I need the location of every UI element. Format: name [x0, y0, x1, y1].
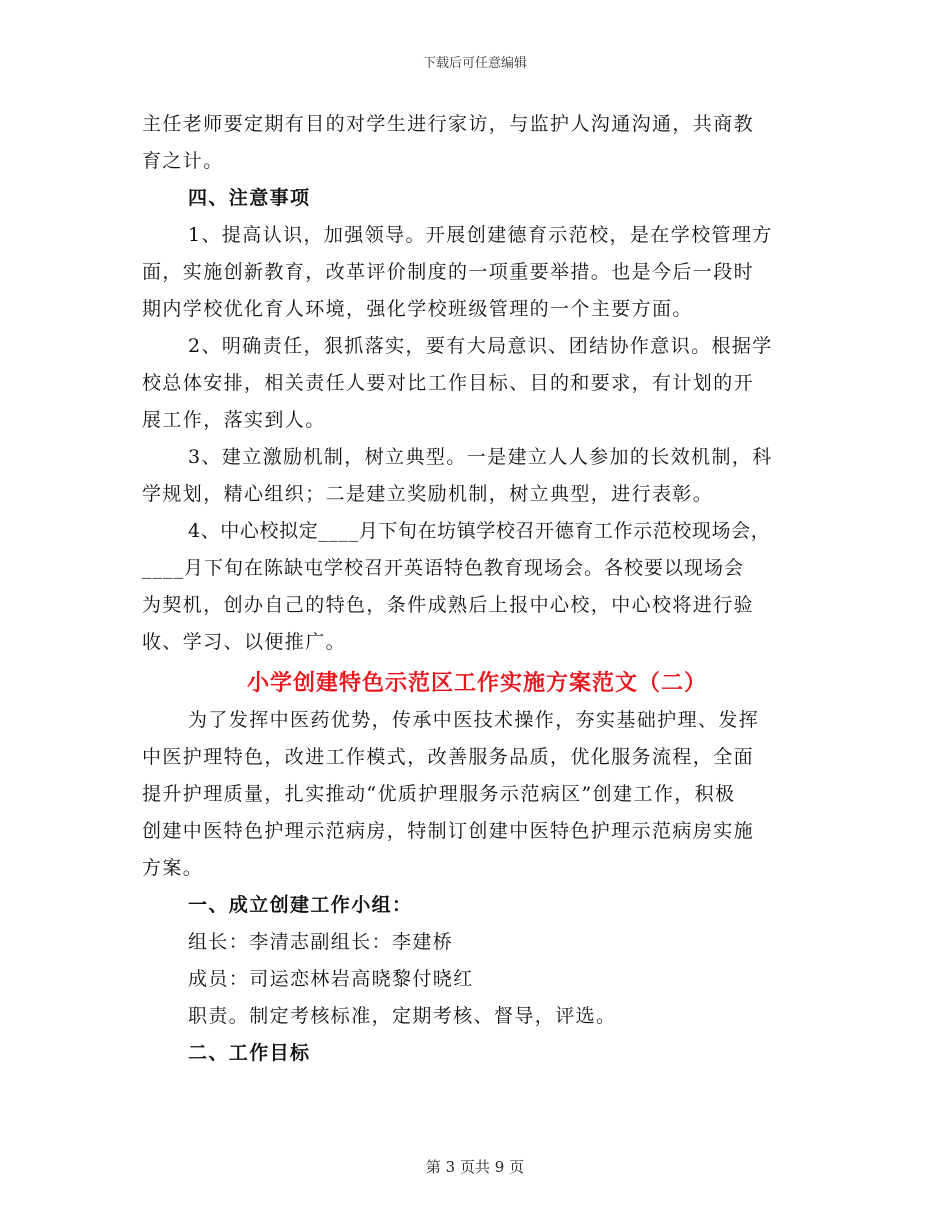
paragraph-line: 创建中医特色护理示范病房，特制订创建中医特色护理示范病房实施: [142, 820, 755, 842]
paragraph-line: 收、学习、以便推广。: [142, 631, 347, 653]
section-heading-2: 二、工作目标: [188, 1042, 311, 1064]
paragraph-line: 学规划，精心组织；二是建立奖励机制，树立典型，进行表彰。: [142, 483, 714, 505]
paragraph-line: 中医护理特色，改进工作模式，改善服务品质，优化服务流程，全面: [142, 746, 755, 768]
paragraph-line: 育之计。: [142, 150, 224, 172]
paragraph-line: ____月下旬在陈缺屯学校召开英语特色教育现场会。各校要以现场会: [142, 557, 745, 579]
document-title: 小学创建特色示范区工作实施方案范文（二）: [246, 670, 707, 696]
section-heading-1: 一、成立创建工作小组：: [188, 894, 413, 916]
page-header: 下载后可任意编辑: [422, 56, 527, 71]
document-body: [142, 106, 822, 1072]
paragraph-line: 展工作，落实到人。: [142, 409, 326, 431]
paragraph-line: 4、中心校拟定____月下旬在坊镇学校召开德育工作示范校现场会，: [188, 520, 771, 542]
paragraph-line: 为了发挥中医药优势，传承中医技术操作，夯实基础护理、发挥: [188, 709, 760, 731]
paragraph-line: 成员：司运恋林岩高晓黎付晓红: [188, 968, 474, 990]
paragraph-line: 1、提高认识，加强领导。开展创建德育示范校，是在学校管理方: [188, 224, 773, 246]
paragraph-line: 2、明确责任，狠抓落实，要有大局意识、团结协作意识。根据学: [188, 335, 773, 357]
page-footer: 第 3 页共 9 页: [425, 1158, 525, 1176]
paragraph-line: 组长：李清志副组长：李建桥: [188, 931, 454, 953]
paragraph-line: 职责。制定考核标准，定期考核、督导，评选。: [188, 1005, 617, 1027]
paragraph-line: 3、建立激励机制，树立典型。一是建立人人参加的长效机制，科: [188, 446, 773, 468]
paragraph-line: 主任老师要定期有目的对学生进行家访，与监护人沟通沟通，共商教: [142, 113, 755, 135]
paragraph-line: 面，实施创新教育，改革评价制度的一项重要举措。也是今后一段时: [142, 261, 755, 283]
paragraph-line: 校总体安排，相关责任人要对比工作目标、目的和要求，有计划的开: [142, 372, 755, 394]
paragraph-line: 方案。: [142, 857, 204, 879]
section-heading-4: 四、注意事项: [188, 187, 311, 209]
paragraph-line: 为契机，创办自己的特色，条件成熟后上报中心校，中心校将进行验: [142, 594, 755, 616]
paragraph-line: 期内学校优化育人环境，强化学校班级管理的一个主要方面。: [142, 298, 693, 320]
paragraph-line: 提升护理质量，扎实推动“优质护理服务示范病区”创建工作，积极: [142, 783, 736, 805]
